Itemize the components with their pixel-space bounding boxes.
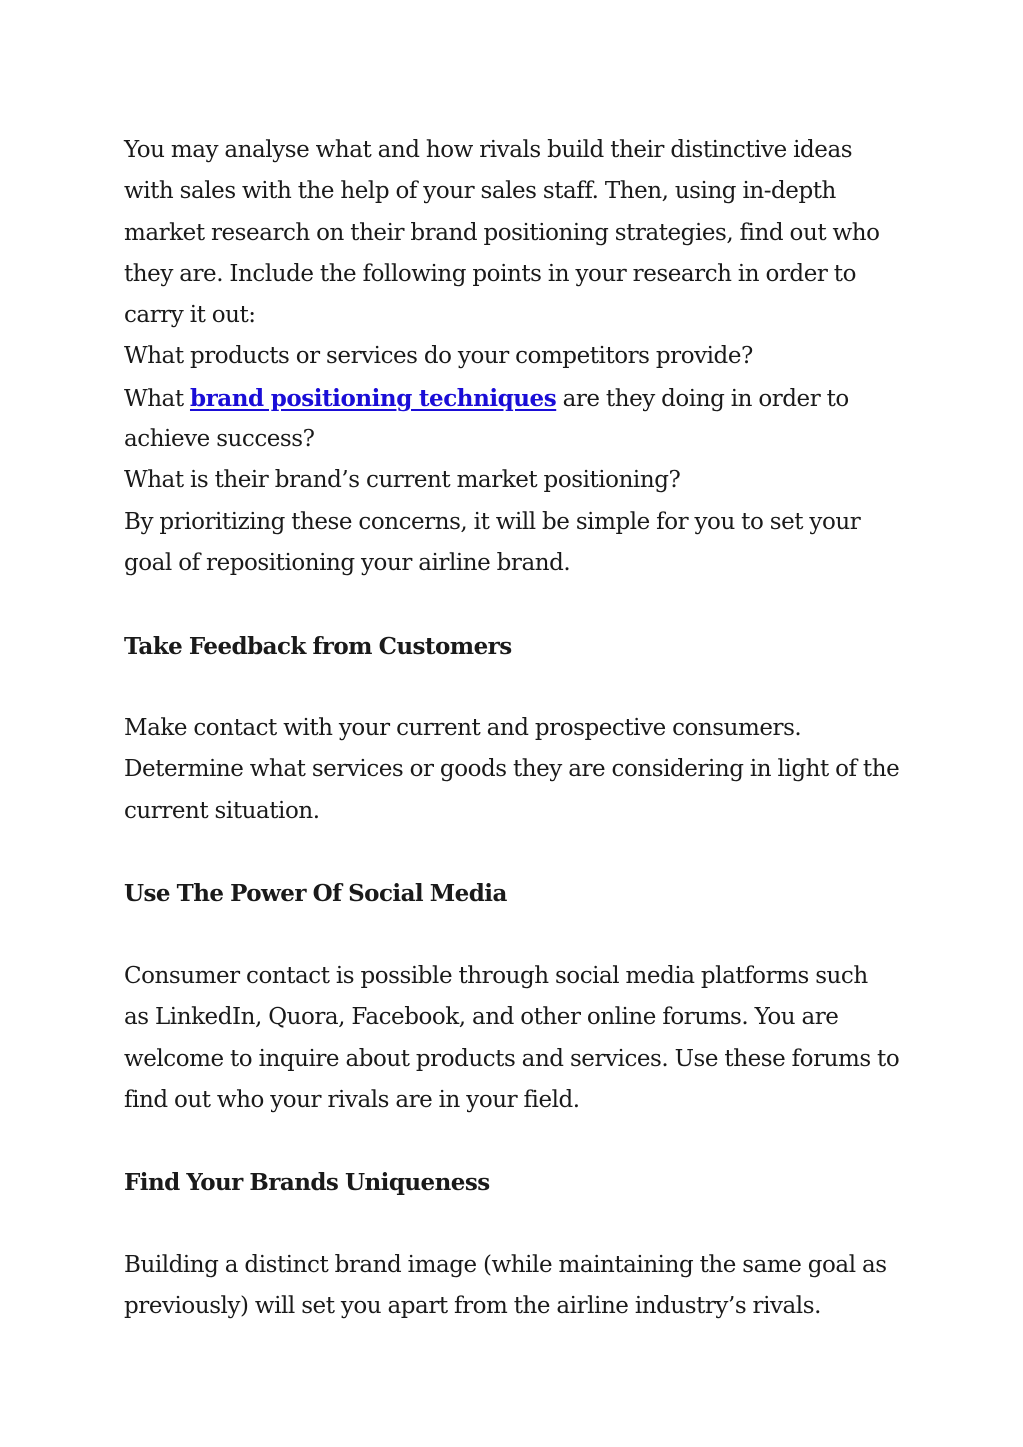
paragraph-line: current situation. (124, 797, 320, 824)
conclusion-paragraph (124, 502, 924, 585)
brand-positioning-link[interactable]: brand positioning techniques (189, 384, 557, 412)
feedback-paragraph (124, 708, 924, 832)
paragraph-line: By prioritizing these concerns, it will be simple for you to set your (124, 508, 861, 535)
heading-feedback: Take Feedback from Customers (124, 632, 512, 660)
paragraph-line: Make contact with your current and prospective consumers. (124, 715, 802, 742)
paragraph-line: find out who your rivals are in your field. (124, 1086, 580, 1113)
question-techniques-after: are they doing in order to (556, 385, 849, 412)
question-techniques-continued: achieve success? (124, 426, 315, 453)
paragraph-line: as LinkedIn, Quora, Facebook, and other online forums. You are (124, 1004, 839, 1031)
paragraph-spacer (124, 584, 924, 625)
paragraph-line: welcome to inquire about products and services. Use these forums to (124, 1045, 900, 1072)
question-products: What products or services do your competitors provide? (124, 343, 753, 370)
uniqueness-paragraph (124, 1245, 924, 1328)
social-media-paragraph (124, 956, 924, 1121)
paragraph-line: goal of repositioning your airline brand. (124, 549, 571, 576)
paragraph-spacer (124, 915, 924, 956)
intro-paragraph (124, 130, 924, 336)
paragraph-spacer (124, 667, 924, 708)
paragraph-line: Building a distinct brand image (while maintaining the same goal as (124, 1252, 887, 1279)
paragraph-line: market research on their brand positioning strategies, find out who (124, 219, 880, 246)
paragraph-line: Determine what services or goods they are considering in light of the (124, 756, 900, 783)
question-positioning: What is their brand’s current market positioning? (124, 467, 681, 494)
paragraph-line: carry it out: (124, 302, 256, 329)
paragraph-line: with sales with the help of your sales staff. Then, using in-depth (124, 178, 836, 205)
paragraph-line: they are. Include the following points in your research in order to (124, 260, 856, 287)
heading-social-media: Use The Power Of Social Media (124, 880, 507, 908)
paragraph-line: Consumer contact is possible through social media platforms such (124, 962, 868, 989)
heading-uniqueness: Find Your Brands Uniqueness (124, 1169, 490, 1197)
paragraph-line: previously) will set you apart from the airline industry’s rivals. (124, 1293, 821, 1320)
question-techniques-before: What (124, 385, 190, 412)
question-techniques (124, 378, 924, 419)
paragraph-spacer (124, 1121, 924, 1162)
paragraph-spacer (124, 832, 924, 873)
document-page (124, 130, 924, 1328)
paragraph-spacer (124, 1204, 924, 1245)
paragraph-line: You may analyse what and how rivals build their distinctive ideas (124, 137, 853, 163)
